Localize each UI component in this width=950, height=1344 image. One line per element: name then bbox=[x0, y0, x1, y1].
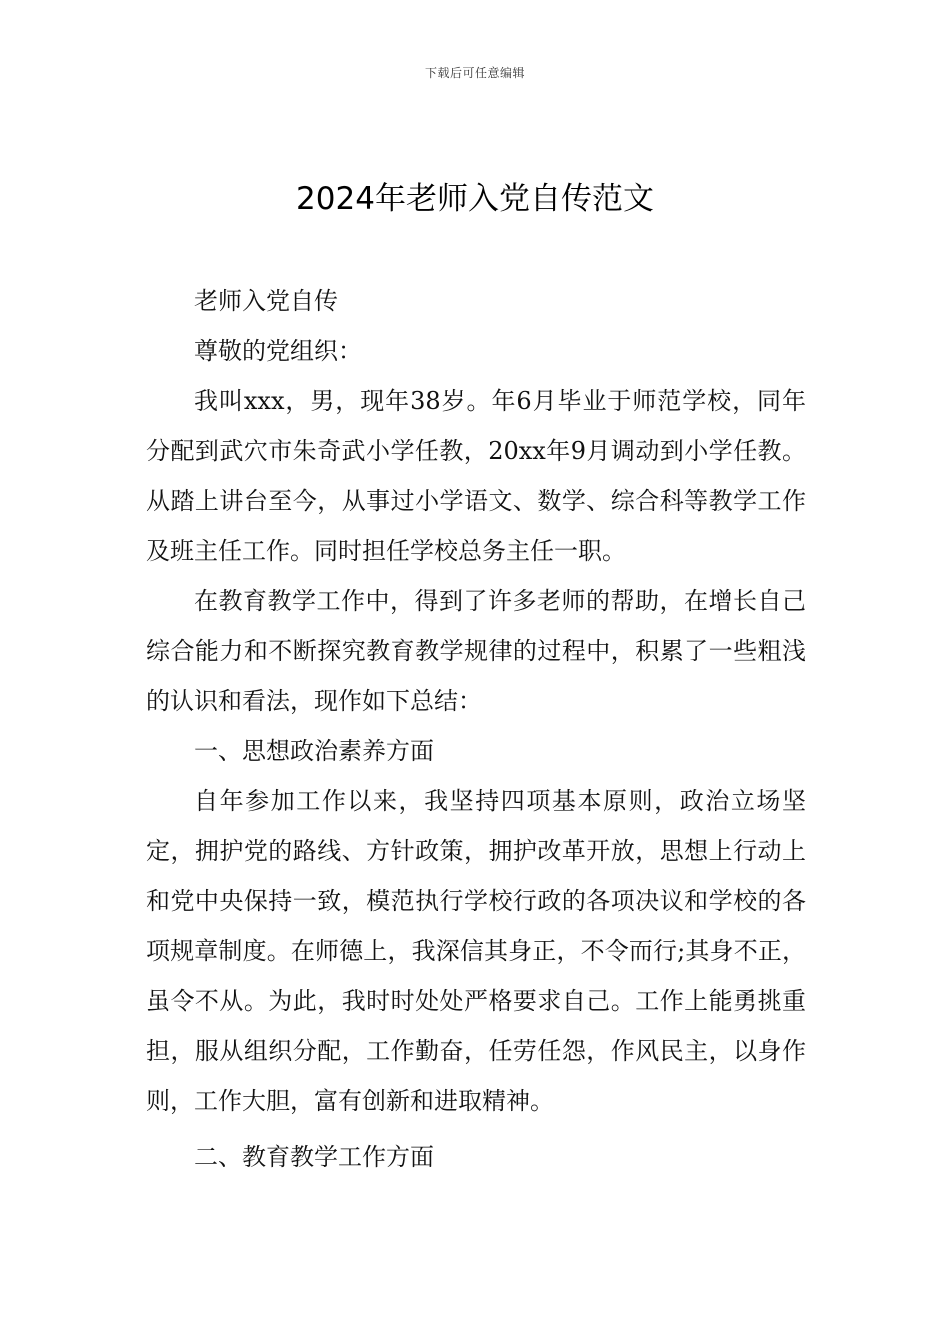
paragraph-experience: 在教育教学工作中，得到了许多老师的帮助，在增长自己综合能力和不断探究教育教学规律的过程中，积累了一些粗浅的认识和看法，现作如下总结： bbox=[146, 587, 806, 715]
paragraph-political: 自年参加工作以来，我坚持四项基本原则，政治立场坚定，拥护党的路线、方针政策，拥护改革开放，思想上行动上和党中央保持一致，模范执行学校行政的各项决议和学校的各项规章制度。在师德上，我深信其身正，不令而行;其身不正，虽令不从。为此，我时时处处严格要求自己。工作上能勇挑重担，服从组织分配，工作勤奋，任劳任怨，作风民主，以身作则，工作大胆，富有创新和进取精神。 bbox=[146, 787, 806, 1115]
document-title: 2024年老师入党自传范文 bbox=[296, 181, 654, 217]
paragraph-salutation: 尊敬的党组织： bbox=[194, 337, 362, 365]
page-header-note: 下载后可任意编辑 bbox=[424, 66, 525, 80]
section-heading-teaching: 二、教育教学工作方面 bbox=[194, 1143, 434, 1171]
document-body bbox=[146, 276, 806, 1182]
paragraph-subtitle: 老师入党自传 bbox=[194, 287, 338, 315]
paragraph-introduction: 我叫xxx，男，现年38岁。年6月毕业于师范学校，同年分配到武穴市朱奇武小学任教，20xx年9月调动到小学任教。从踏上讲台至今，从事过小学语文、数学、综合科等教学工作及班主任工作。同时担任学校总务主任一职。 bbox=[146, 387, 806, 565]
section-heading-political: 一、思想政治素养方面 bbox=[194, 737, 434, 765]
